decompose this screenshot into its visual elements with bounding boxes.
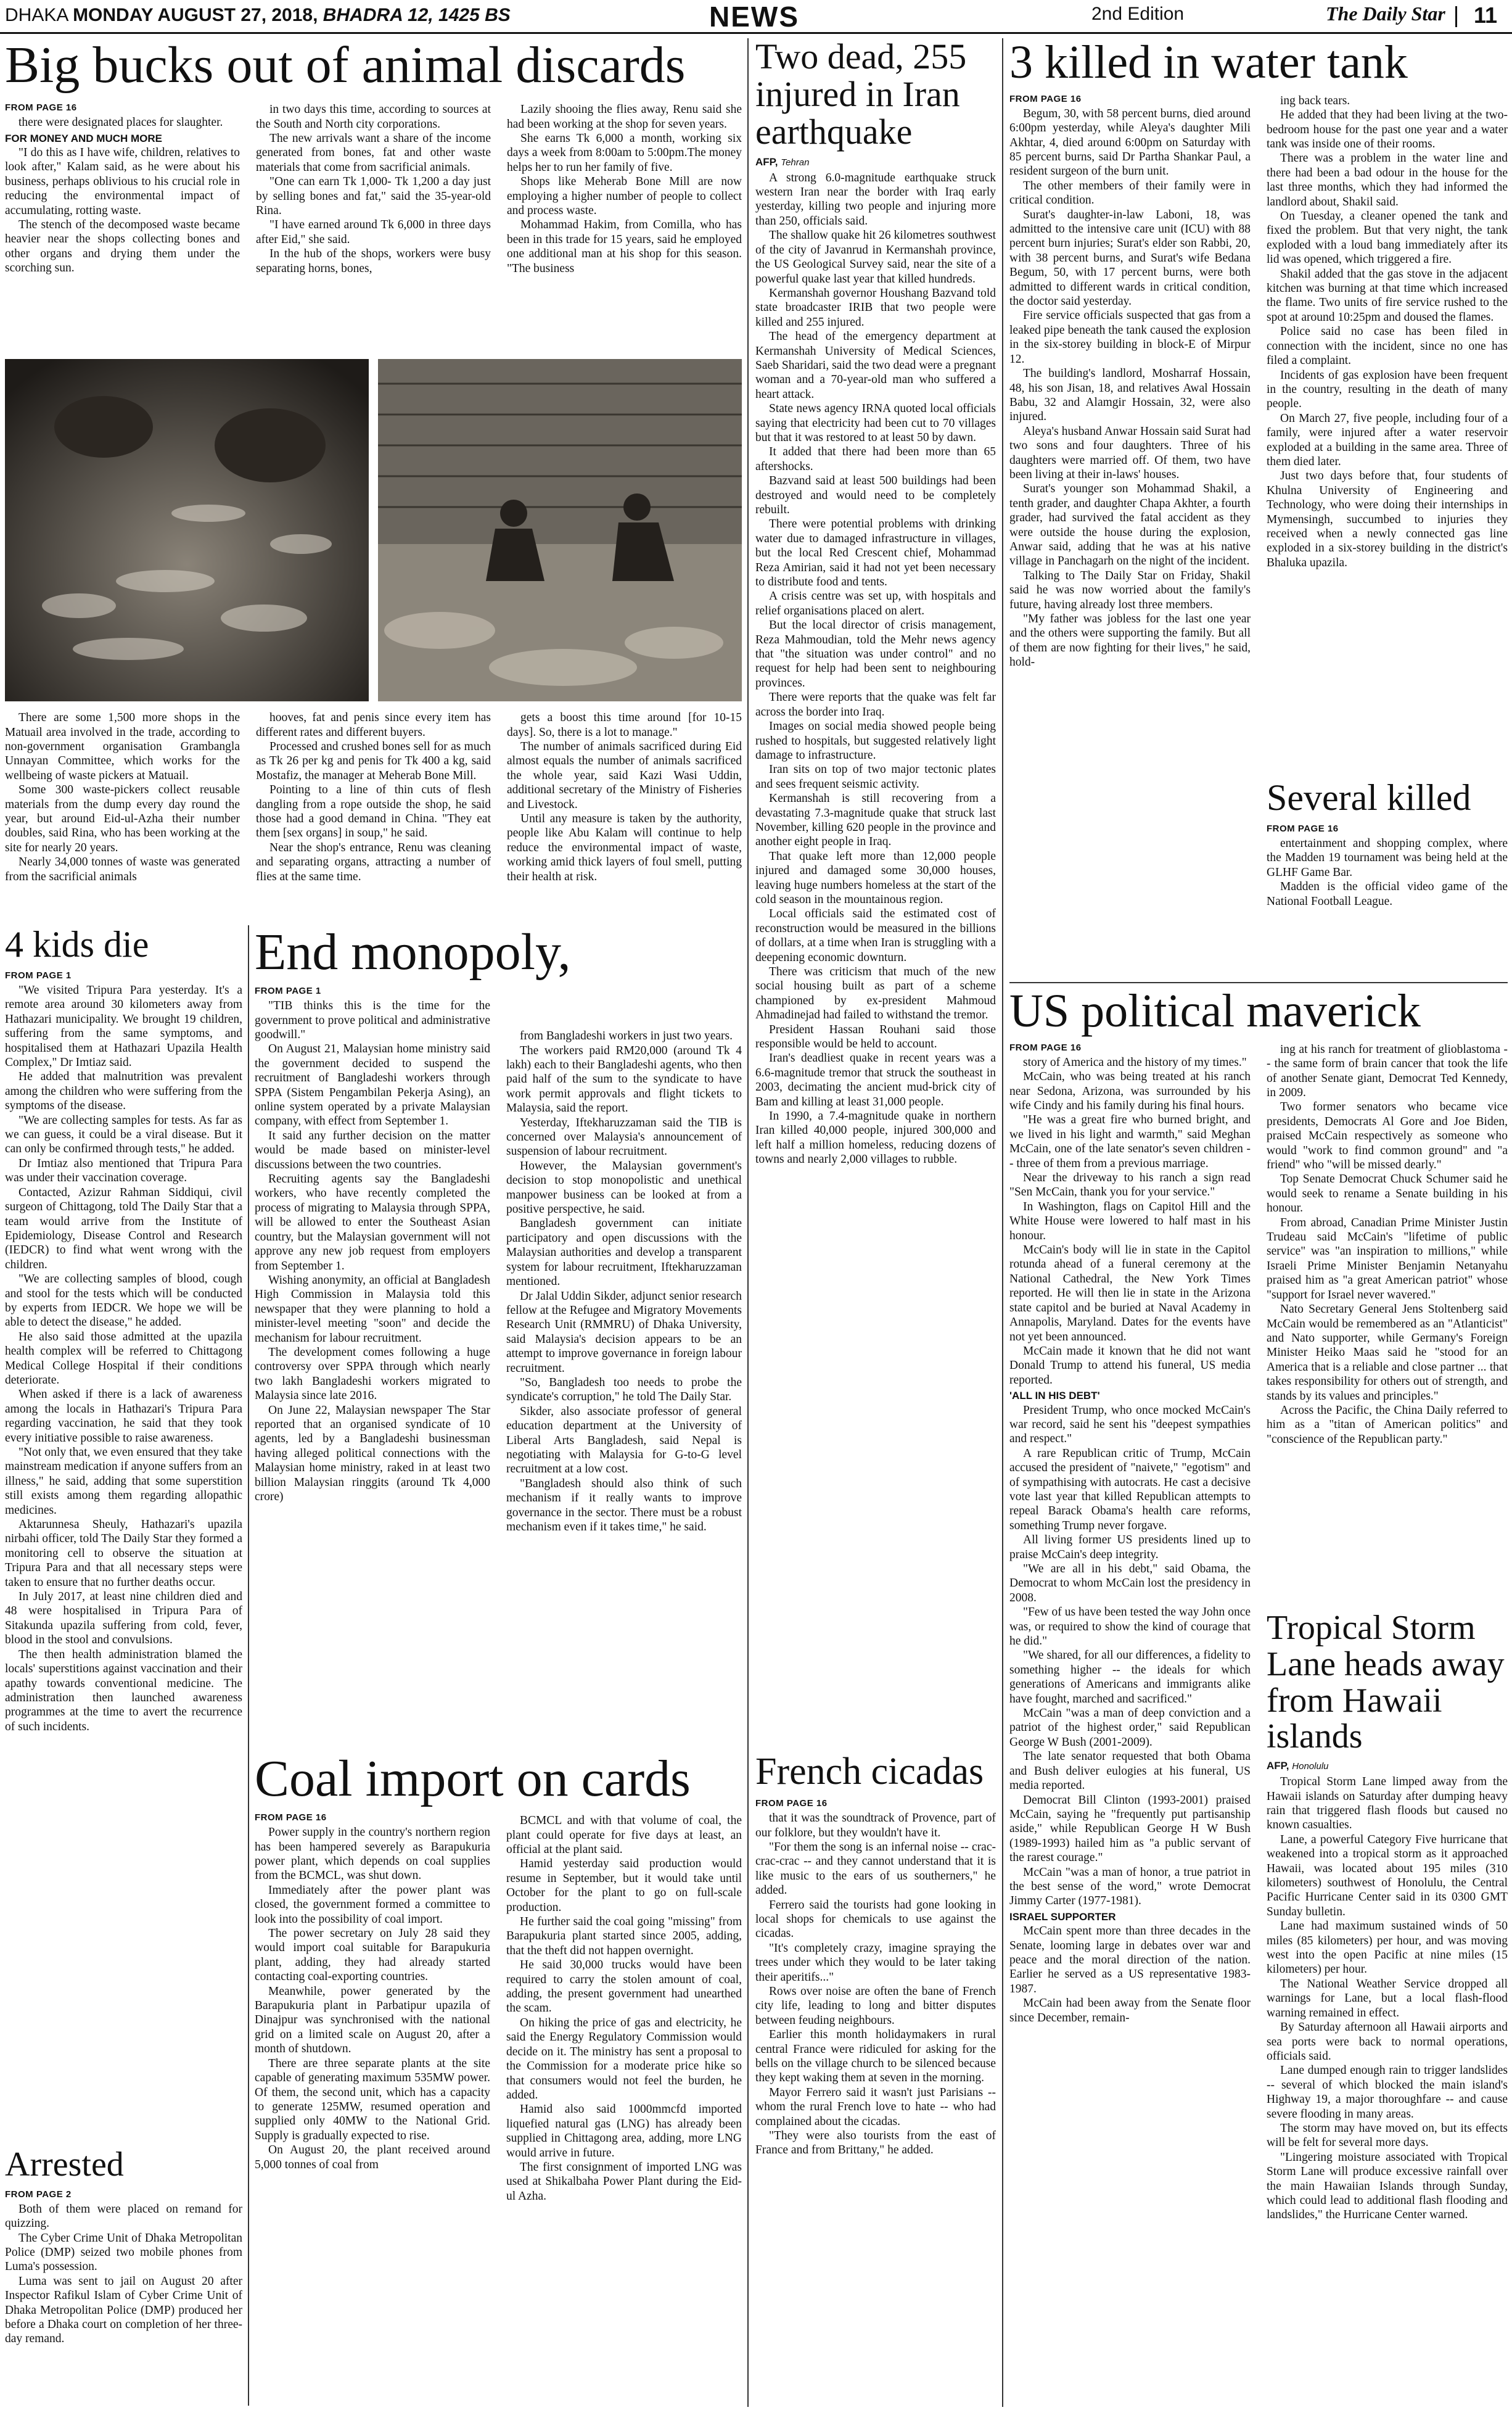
paragraph: Two former senators who became vice presidents, Democrats Al Gore and Joe Biden, praised McCain respectively as someone who would "work to find common ground" and "a friend" who "will be missed dearly." (1267, 1100, 1508, 1172)
article-monopoly (255, 925, 742, 1746)
paragraph: The then health administration blamed the locals' superstitions against vaccination and their apathy towards conventional medicine. The administration then launched awareness programmes at the time to avert the recurrence of such incidents. (5, 1648, 242, 1733)
paragraph: In Washington, flags on Capitol Hill and the White House were lowered to half mast in his honour. (1009, 1200, 1251, 1242)
paragraph: Iran's deadliest quake in recent years was a 6.6-magnitude tremor that struck the southeast in 2003, decimating the ancient mud-brick city of Bam and killing at least 31,000 people. (755, 1052, 996, 1108)
paragraph: On Tuesday, a cleaner opened the tank and fixed the problem. But that very night, the tank exploded with a loud bang immediately after its lid was opened, which triggered a fire. (1267, 210, 1508, 266)
paragraph: "I do this as I have wife, children, relatives to look after," Kalam said, as he were about his business, perhaps oblivious to his crucial role in reducing the environmental impact of accumulating, rotting waste. (5, 146, 240, 217)
paragraph: "We are collecting samples for tests. As far as we can guess, it could be a viral disease. But it can only be confirmed through tests," he added. (5, 1113, 242, 1156)
bones-pile-image (5, 359, 369, 701)
column-rule-1 (747, 38, 749, 2407)
paragraph: The first consignment of imported LNG was used at Shikalbaha Power Plant during the Eid-ul Azha. (506, 2160, 742, 2203)
paragraph: Nearly 34,000 tonnes of waste was generated from the sacrificial animals (5, 856, 240, 883)
paragraph: in two days this time, according to sources at the South and North city corporations. (256, 103, 491, 131)
paragraph: He further said the coal going "missing" from Barapukuria plant started since 2005, adding, that the theft did not happen overnight. (506, 1915, 742, 1957)
from-page-label: FROM PAGE 1 (5, 970, 72, 981)
paragraph: By Saturday afternoon all Hawaii airports and sea ports were back to normal operations, officials said. (1267, 2021, 1508, 2063)
article-french-cicadas (755, 1752, 996, 2407)
workers-sorting-image (378, 359, 742, 701)
paragraph: "My father was jobless for the last one year and the others were supporting the family. But all of them are now fighting for their lives," he said, hold- (1009, 613, 1251, 669)
paragraph: The late senator requested that both Obama and Bush deliver eulogies at his funeral, US media reported. (1009, 1750, 1251, 1793)
masthead-bangla-date: BHADRA 12, 1425 BS (323, 5, 511, 25)
paragraph: He said 30,000 trucks would have been required to carry the stolen amount of coal, adding, the present government had unearthed the scam. (506, 1958, 742, 2015)
photo-workers-sorting (378, 359, 742, 701)
headline-arrested: Arrested (5, 2147, 124, 2184)
from-page-label: FROM PAGE 16 (255, 1812, 327, 1823)
paragraph: ing at his ranch for treatment of glioblastoma -- the same form of brain cancer that took the life of another Senate giant, Democrat Ted Kennedy, in 2009. (1267, 1042, 1508, 1100)
paragraph: Madden is the official video game of the National Football League. (1267, 880, 1508, 908)
paragraph: On March 27, five people, including four of a family, were injured after a water reservoir exploded at a building in the same area. Three of them died later. (1267, 411, 1508, 468)
paragraph: That quake left more than 12,000 people injured and damaged some 30,000 houses, leaving huge numbers homeless at the start of the cold season in the mountainous region. (755, 849, 996, 906)
paragraph: Iran sits on top of two major tectonic plates and sees frequent seismic activity. (755, 763, 996, 791)
paragraph: Surat's younger son Mohammad Shakil, a tenth grader, and daughter Chapa Akhter, a fourth grader, had survived the fatal accident as they were outside the house during the explosion, Anwar said, adding that he was at his native village in Panchagarh on the night of the incident. (1009, 482, 1251, 568)
paragraph: On hiking the price of gas and electricity, he said the Energy Regulatory Commission would decide on it. The ministry has sent a proposal to the Commission for a moderate price hike so that consumers would not feel the burden, he added. (506, 2016, 742, 2102)
paragraph: "Not only that, we even ensured that they take mainstream medication if anyone suffers from an illness," he said, adding that some superstition still exists among them regarding allopathic medicines. (5, 1446, 242, 1517)
paragraph: Pointing to a line of thin cuts of flesh dangling from a rope outside the shop, he said those had a good demand in China. "They eat them [sex organs] in soup," he said. (256, 783, 491, 840)
paragraph: from Bangladeshi workers in just two years. (520, 1030, 733, 1043)
paragraph: Luma was sent to jail on August 20 after Inspector Rafikul Islam of Cyber Crime Unit of Dhaka Metropolitan Police (DMP) produced her before a Dhaka court on completion of her three-day remand. (5, 2274, 242, 2346)
masthead-section: NEWS (709, 1, 799, 33)
paragraph: "It's completely crazy, imagine spraying the trees under which they would to be later taking their aperitifs..." (755, 1941, 996, 1984)
paragraph: Hamid yesterday said production would resume in September, but it would take until October for the plant to go on full-scale production. (506, 1857, 742, 1914)
dateline-storm: AFP, Honolulu (1267, 1760, 1329, 1772)
paragraph: Dr Jalal Uddin Sikder, adjunct senior research fellow at the Refugee and Migratory Movements Research Unit (RMMRU) of Dhaka University, said Malaysia's decision appears to be an attempt to improve governance in foreign labour recruitment. (506, 1289, 742, 1375)
mccain-col-1 (1009, 1036, 1251, 2393)
paragraph: Kermanshah governor Houshang Bazvand told state broadcaster IRIB that two people were killed and 255 injured. (755, 286, 996, 329)
paragraph: Dr Imtiaz also mentioned that Tripura Para was under their vaccination coverage. (5, 1157, 242, 1185)
paragraph: Images on social media showed people being rushed to hospitals, but suggested relatively light damage to infrastructure. (755, 720, 996, 762)
from-page-label: FROM PAGE 16 (1009, 93, 1082, 104)
big-bucks-lower-col-3 (507, 711, 742, 917)
paragraph: "Lingering moisture associated with Tropical Storm Lane will produce excessive rainfall over the main Hawaiian Islands through Sunday, which could lead to additional flash flooding and landslides," the Hurricane Center warned. (1267, 2150, 1508, 2222)
from-page-label: FROM PAGE 16 (1267, 823, 1339, 834)
subheading: ISRAEL SUPPORTER (1009, 1910, 1116, 1923)
paragraph: Lazily shooing the flies away, Renu said she had been working at the shop for seven years. (507, 103, 742, 131)
paragraph: Across the Pacific, the China Daily referred to him as a "titan of American politics" and "conscience of the Republican party." (1267, 1403, 1508, 1446)
paragraph: "Few of us have been tested the way John once was, or required to show the kind of courage that he did." (1009, 1606, 1251, 1648)
paragraph: It added that there had been more than 65 aftershocks. (755, 445, 996, 473)
headline-french-cicadas: French cicadas (755, 1752, 984, 1793)
masthead-edition: 2nd Edition (1091, 4, 1185, 24)
paragraph: Earlier this month holidaymakers in rural central France were ridiculed for asking for the bells on the village church to be silenced because they kept waking them at seven in the morning. (755, 2028, 996, 2085)
paragraph: there were designated places for slaughter. (18, 116, 223, 130)
paragraph: Until any measure is taken by the authority, people like Abu Kalam will continue to help reduce the environmental impact of waste, working amid thick layers of foul smell, putting their health at risk. (507, 812, 742, 883)
big-bucks-col-3 (507, 96, 742, 374)
paragraph: "He was a great fire who burned bright, and we lived in his light and warmth," said Meghan McCain, one of the late senator's seven children -- three of them from a previous marriage. (1009, 1113, 1251, 1170)
paragraph: BCMCL and with that volume of coal, the plant could operate for five days at least, an official at the plant said. (506, 1814, 742, 1856)
paragraph: Yesterday, Iftekharuzzaman said the TIB is concerned over Malaysia's announcement of suspension of labour recruitment. (506, 1116, 742, 1158)
water-tank-col-2 (1267, 88, 1508, 670)
paragraph: On August 20, the plant received around 5,000 tonnes of coal from (255, 2144, 490, 2171)
paragraph: There were reports that the quake was felt far across the border into Iraq. (755, 691, 996, 719)
from-page-label: FROM PAGE 16 (5, 102, 77, 113)
paragraph: Both of them were placed on remand for quizzing. (5, 2202, 242, 2230)
masthead-city: DHAKA (5, 5, 68, 25)
paragraph: A rare Republican critic of Trump, McCain accused the president of "naivete," "egotism" and of sympathising with autocrats. He cast a decisive vote last year that killed Republican attempts to repeal Barack Obama's health care reforms, something Trump never forgave. (1009, 1446, 1251, 1532)
paragraph: Rows over noise are often the bane of French city life, leading to long and bitter disputes between feuding neighbours. (755, 1984, 996, 2027)
dateline-iran: AFP, Tehran (755, 155, 810, 168)
paragraph: There was a problem in the water line and there had been a bad odour in the house for the last three months, which they had informed the landlord about, Shakil said. (1267, 152, 1508, 208)
column-rule-2 (1002, 38, 1003, 2407)
paragraph: The power secretary on July 28 said they would import coal suitable for Barapukuria plant, adding, they had already started contacting coal-exporting countries. (255, 1927, 490, 1984)
paragraph: It said any further decision on the matter would be made based on minister-level discussions between the two countries. (255, 1129, 490, 1171)
article-tropical-storm (1267, 1610, 1508, 2407)
paragraph: "We are all in his debt," said Obama, the Democrat to whom McCain lost the presidency in 2008. (1009, 1562, 1251, 1604)
paragraph: But the local director of crisis management, Reza Mahmoudian, told the Mehr news agency that "the situation was under control" and no request for help had been sent to neighbouring provinces. (755, 619, 996, 690)
paragraph: Top Senate Democrat Chuck Schumer said he would seek to rename a Senate building in his honour. (1267, 1173, 1508, 1215)
paragraph: In July 2017, at least nine children died and 48 were hospitalised in Tripura Para of Sitakunda upazila suffering from cold, fever, blood in the stool and convulsions. (5, 1590, 242, 1647)
paragraph: Local officials said the estimated cost of reconstruction would be measured in the billions of dollars, at a time when Iran is struggling with a deepening economic downturn. (755, 907, 996, 964)
paragraph: Immediately after the power plant was closed, the government formed a committee to look into the possibility of coal import. (255, 1883, 490, 1926)
paragraph: President Hassan Rouhani said those responsible would be held to account. (755, 1023, 996, 1051)
paragraph: The number of animals sacrificed during Eid almost equals the number of animals sacrificed the whole year, said Kazi Wasi Uddin, additional secretary of the Ministry of Fisheries and Livestock. (507, 740, 742, 811)
paragraph: Bangladesh government can initiate participatory and open discussions with the Malaysian authorities and develop a transparent system for labour recruitment, Iftekharuzzaman mentioned. (506, 1217, 742, 1289)
paragraph: A strong 6.0-magnitude earthquake struck western Iran near the border with Iraq early yesterday, killing two people and injuring more than 250, officials said. (755, 171, 996, 228)
article-iran-quake (755, 38, 996, 1741)
paragraph: hooves, fat and penis since every item has different rates and different buyers. (256, 711, 491, 739)
paragraph: On June 22, Malaysian newspaper The Star reported that an organised syndicate of 10 agents, led by a Bangladeshi businessman having alleged political connections with the Malaysian home ministry, raked in at least two billion Malaysian ringgits (around Tk 4,000 crore) (255, 1403, 490, 1503)
paragraph: Incidents of gas explosion have been frequent in the country, resulting in the death of many people. (1267, 368, 1508, 411)
paragraph: The workers paid RM20,000 (around Tk 4 lakh) each to their Bangladeshi agents, who then paid half of the sum to the syndicate to have work permit approvals and flight tickets to Malaysia, said the report. (506, 1044, 742, 1115)
headline-water-tank: 3 killed in water tank (1009, 38, 1408, 88)
paragraph: The National Weather Service dropped all warnings for Lane, but a local flash-flood warning remained in effect. (1267, 1977, 1508, 2020)
masthead-dateline (5, 5, 511, 26)
paragraph: Aktarunnesa Sheuly, Hathazari's upazila nirbahi officer, told The Daily Star they formed a monitoring cell to observe the situation at Tripura Para and that all necessary steps were taken to ensure that no further deaths occur. (5, 1518, 242, 1589)
paragraph: Contacted, Azizur Rahman Siddiqui, civil surgeon of Chittagong, told The Daily Star that a team would arrive from the Institute of Epidemiology, Disease Control and Research (IEDCR) to find what went wrong with the children. (5, 1186, 242, 1271)
masthead-logo: The Daily Star (1326, 2, 1445, 25)
big-bucks-col-1 (5, 96, 240, 374)
paragraph: McCain made it known that he did not want Donald Trump to attend his funeral, US media reported. (1009, 1344, 1251, 1387)
paragraph: From abroad, Canadian Prime Minister Justin Trudeau said McCain's "lifetime of public service" was "an inspiration to millions," while Israeli Prime Minister Benjamin Netanyahu praised him as "a great American patriot" whose "support for Israel never wavered." (1267, 1216, 1508, 1302)
paragraph: All living former US presidents lined up to praise McCain's deep integrity. (1009, 1533, 1251, 1561)
paragraph: "We shared, for all our differences, a fidelity to something higher -- the ideals for which generations of Americans and immigrants alike have fought, marched and sacrificed." (1009, 1649, 1251, 1706)
paragraph: entertainment and shopping complex, where the Madden 19 tournament was being held at the GLHF Game Bar. (1267, 837, 1508, 879)
paragraph: The head of the emergency department at Kermanshah University of Medical Sciences, Saeb Sharidari, said the two dead were a pregnant woman and a 70-year-old man who suffered a heart attack. (755, 330, 996, 401)
paragraph: Bazvand said at least 500 buildings had been destroyed and would need to be completely rebuilt. (755, 474, 996, 517)
water-tank-col-1 (1009, 88, 1251, 670)
paragraph: The building's landlord, Mosharraf Hossain, 48, his son Jisan, 18, and relatives Awal Hossain Babu, 32 and Alamgir Hossain, 32, were also injured. (1009, 367, 1251, 424)
paragraph: McCain had been away from the Senate floor since December, remain- (1009, 1997, 1251, 2024)
paragraph: In the hub of the shops, workers were busy separating horns, bones, (256, 247, 491, 275)
paragraph: However, the Malaysian government's decision to stop monopolistic and unethical manpower business can be looked at from a positive perspective, he said. (506, 1159, 742, 1216)
paragraph: President Trump, who once mocked McCain's war record, said he sent his "deepest sympathies and respect." (1009, 1403, 1251, 1446)
paragraph: "Bangladesh should also think of such mechanism if it really wants to improve governance in the sector. There must be a robust mechanism even if it takes time," he said. (506, 1477, 742, 1533)
paragraph: Fire service officials suspected that gas from a leaked pipe beneath the tank caused the explosion in the six-storey building in block-E of Mirpur 12. (1009, 309, 1251, 366)
big-bucks-lower-col-1 (5, 711, 240, 917)
paragraph: "They were also tourists from the east of France and from Brittany," he added. (755, 2129, 996, 2157)
column-rule-3 (248, 925, 249, 2406)
paragraph: Just two days before that, four students of Khulna University of Engineering and Technology, who were doing their internships in Mymensingh, succumbed to injuries they received when a newly connected gas line exploded in a six-storey building in the district's Bhaluka upazila. (1267, 469, 1508, 569)
paragraph: Begum, 30, with 58 percent burns, died around 6:00pm yesterday, while Aleya's daughter Mili Akhtar, 4, died around 6:00pm on Saturday with 85 percent burns, said Dr Partha Shankar Paul, a resident surgeon of the burn unit. (1009, 107, 1251, 178)
article-four-kids (5, 925, 242, 2144)
paragraph: Hamid also said 1000mmcfd imported liquefied natural gas (LNG) has already been supplied in Chittagong area, adding, more LNG would arrive in future. (506, 2103, 742, 2160)
paragraph: Meanwhile, power generated by the Barapukuria plant in Parbatipur upazila of Dinajpur was synchronised with the national grid on a limited scale on August 20, after a month of shutdown. (255, 1984, 490, 2056)
paragraph: ing back tears. (1280, 94, 1350, 107)
paragraph: State news agency IRNA quoted local officials saying that electricity had been cut to 70 villages but that it was restored to at least 50 by dawn. (755, 402, 996, 444)
article-arrested (5, 2147, 242, 2406)
paragraph: Shakil added that the gas stove in the adjacent kitchen was burning at that time which increased the flame. Two units of fire service rushed to the spot at around 10:25pm and doused the flames. (1267, 267, 1508, 324)
paragraph: There are some 1,500 more shops in the Matuail area involved in the trade, according to non-government organisation Grambangla Unnayan Committee, which works for the wellbeing of waste pickers at Matuail. (5, 711, 240, 782)
paragraph: McCain's body will lie in state in the Capitol rotunda ahead of a funeral ceremony at the National Cathedral, the New York Times reported. He will then lie in state in the Arizona state capitol and be buried at Naval Academy in Annapolis, Maryland. Dates for the events have not yet been announced. (1009, 1244, 1251, 1343)
paragraph: "TIB thinks this is the time for the government to prove political and administrative goodwill." (255, 999, 490, 1041)
masthead-date: MONDAY AUGUST 27, 2018, (73, 5, 318, 25)
masthead-divider (1455, 6, 1457, 27)
paragraph: Recruiting agents say the Bangladeshi workers, who have recently completed the process of migrating to Malaysia through SPPA, will be allowed to enter the Southeast Asian country, but the Malaysian government will not approve any new job request from employers from September 1. (255, 1173, 490, 1273)
iran-body (755, 171, 996, 1167)
paragraph: Power supply in the country's northern region has been hampered severely as Barapukuria power plant, which depends on coal supplies from the BCMCL, was shut down. (255, 1826, 490, 1883)
headline-mccain: US political maverick (1009, 987, 1421, 1037)
paragraph: gets a boost this time around [for 10-15 days]. So, there is a lot to manage." (507, 711, 742, 739)
headline-iran-quake: Two dead, 255 injured in Iran earthquake (755, 38, 967, 152)
headline-several-killed: Several killed (1267, 778, 1471, 818)
subheading: FOR MONEY AND MUCH MORE (5, 132, 162, 144)
paragraph: He added that malnutrition was prevalent among the children who were suffering from the symptoms of the disease. (5, 1070, 242, 1113)
paragraph: "For them the song is an infernal noise -- crac-crac-crac -- and they cannot understand that it is like music to the ears of us southerners," he added. (755, 1840, 996, 1897)
paragraph: Some 300 waste-pickers collect reusable materials from the dump every day round the year, but around Eid-ul-Azha their number doubles, said Rina, who has been working at the site for nearly 20 years. (5, 783, 240, 854)
paragraph: On August 21, Malaysian home ministry said the government decided to suspend the recruitment of Bangladeshi workers through SPPA (Sistem Pengambilan Pekerja Asing), an online system operated by a private Malaysian company, with effect from September 1. (255, 1042, 490, 1128)
paragraph: Shops like Meherab Bone Mill are now employing a higher number of people to collect and process waste. (507, 175, 742, 218)
from-page-label: FROM PAGE 1 (255, 986, 321, 997)
paragraph: Democrat Bill Clinton (1993-2001) praised McCain, saying he "frequently put partisanship aside," while Republican George H W Bush (1989-1993) hailed him as "a public servant of the rarest courage." (1009, 1793, 1251, 1865)
paragraph: Police said no case has been filed in connection with the incident, since no one has filed a complaint. (1267, 325, 1508, 368)
paragraph: The shallow quake hit 26 kilometres southwest of the city of Javanrud in Kermanshah province, the US Geological Survey said, near the site of a powerful quake last year that killed hundreds. (755, 229, 996, 286)
paragraph: The new arrivals want a share of the income generated from bones, fat and other waste materials that come from sacrificial animals. (256, 132, 491, 174)
paragraph: Kermanshah is still recovering from a devastating 7.3-magnitude quake that struck last November, killing 620 people in the province and another eight people in Iraq. (755, 792, 996, 849)
paragraph: A crisis centre was set up, with hospitals and relief organisations placed on alert. (755, 590, 996, 617)
paragraph: There was criticism that much of the new social housing built as part of a scheme championed by ex-president Mahmoud Ahmadinejad had failed to withstand the tremor. (755, 965, 996, 1022)
paragraph: Lane dumped enough rain to trigger landslides -- several of which blocked the main island's Highway 19, a major thoroughfare -- and cause severe flooding in many areas. (1267, 2064, 1508, 2121)
article-several-killed (1267, 778, 1508, 976)
page-masthead (0, 0, 1512, 34)
monopoly-col-2 (506, 980, 742, 1534)
paragraph: "We visited Tripura Para yesterday. It's a remote area around 30 kilometers away from Hathazari municipality. We brought 19 children, suffering from the same symptoms, and hospitalised them at Hathazari Upazila Health Complex," Dr Imtiaz said. (5, 984, 242, 1070)
headline-monopoly: End monopoly, (255, 925, 571, 981)
big-bucks-col-2 (256, 96, 491, 374)
paragraph: There are three separate plants at the site capable of generating maximum 535MW power. Of them, the second unit, which has a capacity to generate 125MW, resumed operation and supplied only 40MW to the National Grid. Supply is gradually expected to rise. (255, 2057, 490, 2142)
paragraph: "So, Bangladesh too needs to probe the syndicate's corruption," he told The Daily Star. (506, 1376, 742, 1404)
paragraph: McCain spent more than three decades in the Senate, looming large in debates over war and peace and the moral direction of the nation. Earlier he served as a US representative 1983-1987. (1009, 1925, 1251, 1995)
paragraph: story of America and the history of my times." (1023, 1055, 1247, 1069)
paragraph: McCain "was a man of deep conviction and a patriot of the highest order," said Republican George W Bush (2001-2009). (1009, 1707, 1251, 1749)
paragraph: The storm may have moved on, but its effects will be felt for several more days. (1267, 2121, 1508, 2150)
paragraph: Mohammad Hakim, from Comilla, who has been in this trade for 15 years, said he employed one additional man at his shop for this season. "The business (507, 218, 742, 275)
paragraph: The stench of the decomposed waste became heavier near the shops collecting bones and other organs and drying them under the scorching sun. (5, 218, 240, 275)
paragraph: Tropical Storm Lane limped away from the Hawaii islands on Saturday after dumping heavy rain that triggered flash floods but caused no known casualties. (1267, 1775, 1508, 1832)
paragraph: Near the shop's entrance, Renu was cleaning and separating organs, attracting a number of flies at the same time. (256, 841, 491, 883)
paragraph: Aleya's husband Anwar Hossain said Surat had two sons and four daughters. Three of his daughters were married off. Of them, two have been living at their in-laws' houses. (1009, 424, 1251, 481)
masthead-page-number: 11 (1474, 2, 1498, 28)
paragraph: The Cyber Crime Unit of Dhaka Metropolitan Police (DMP) seized two mobile phones from Luma's possession. (5, 2231, 242, 2274)
monopoly-col-1 (255, 980, 490, 1534)
subheading: 'ALL IN HIS DEBT' (1009, 1390, 1100, 1402)
from-page-label: FROM PAGE 16 (1009, 1042, 1082, 1053)
paragraph: Sikder, also associate professor of general education department at the University of Liberal Arts Bangladesh, said Nepal is negotiating with Malaysia for G-to-G level recruitment at a low cost. (506, 1405, 742, 1476)
paragraph: Ferrero said the tourists had gone looking in local shops for chemicals to use against the cicadas. (755, 1898, 996, 1941)
paragraph: Lane, a powerful Category Five hurricane that weakened into a tropical storm as it approached Hawaii, was located about 195 miles (310 kilometers) southwest of Honolulu, the Central Pacific Hurricane Center said in its 0300 GMT Sunday bulletin. (1267, 1833, 1508, 1918)
storm-body (1267, 1775, 1508, 2222)
paragraph: "I have earned around Tk 6,000 in three days after Eid," she said. (256, 218, 491, 246)
paragraph: "We are collecting samples of blood, cough and stool for the tests which will be conducted by experts from IEDCR. We hope we will be able to detect the disease," he added. (5, 1273, 242, 1329)
paragraph: He also said those admitted at the upazila health complex will be referred to Chittagong Medical College Hospital if their conditions deteriorate. (5, 1330, 242, 1387)
paragraph: Talking to The Daily Star on Friday, Shakil said he was now worried about the family's future, having already lost three members. (1009, 569, 1251, 611)
paragraph: McCain, who was being treated at his ranch near Sedona, Arizona, was surrounded by his wife Cindy and his family during his final hours. (1009, 1070, 1251, 1113)
paragraph: Wishing anonymity, an official at Bangladesh High Commission in Malaysia told this newspaper that they were planning to hold a minister-level meeting "soon" and decide the mechanism for labour recruitment. (255, 1273, 490, 1345)
headline-coal: Coal import on cards (255, 1752, 691, 1807)
paragraph: In 1990, a 7.4-magnitude quake in northern Iran killed 40,000 people, injured 300,000 and left half a million homeless, reducing dozens of towns and nearly 2,000 villages to rubble. (755, 1110, 996, 1166)
paragraph: that it was the soundtrack of Provence, part of our folklore, but they wouldn't have it. (755, 1812, 996, 1839)
paragraph: Mayor Ferrero said it wasn't just Parisians -- whom the rural French love to hate -- who had complained about the cicadas. (755, 2086, 996, 2128)
from-page-label: FROM PAGE 2 (5, 2189, 72, 2200)
photo-bones-pile (5, 359, 369, 701)
headline-four-kids: 4 kids die (5, 925, 149, 965)
headline-tropical-storm: Tropical Storm Lane heads away from Hawaii islands (1267, 1610, 1505, 1756)
article-coal (255, 1752, 742, 2407)
coal-col-1 (255, 1806, 490, 2203)
section-rule-right (1009, 982, 1508, 983)
headline-big-bucks: Big bucks out of animal discards (5, 38, 686, 94)
paragraph: He added that they had been living at the two-bedroom house for the past one year and a water tank was inside one of their rooms. (1267, 109, 1508, 151)
paragraph: McCain "was a man of honor, a true patriot in the best sense of the word," wrote Democrat Jimmy Carter (1977-1981). (1009, 1865, 1251, 1908)
paragraph: When asked if there is a lack of awareness among the locals in Hathazari's Tripura Para regarding vaccination, he said that they took every initiative possible to raise awareness. (5, 1388, 242, 1445)
paragraph: There were potential problems with drinking water due to damaged infrastructure in villages, but the local Red Crescent chief, Mohammad Reza Amirian, said it had not yet been necessary to distribute food and tents. (755, 518, 996, 589)
paragraph: The development comes following a huge controversy over SPPA through which nearly two lakh Bangladeshi workers migrated to Malaysia since late 2016. (255, 1345, 490, 1403)
paragraph: Near the driveway to his ranch a sign read "Sen McCain, thank you for your service." (1009, 1171, 1251, 1199)
paragraph: Nato Secretary General Jens Stoltenberg said McCain would be remembered as an "Atlanticist" and Nato supporter, while Germany's Foreign Minister Heiko Maas said he "stood for an America that is a reliable and close partner ... that takes responsibility for others out of strength, and stands by its values and principles." (1267, 1303, 1508, 1403)
paragraph: Surat's daughter-in-law Laboni, 18, was admitted to the intensive care unit (ICU) with 88 percent burn injuries; Surat's elder son Rabbi, 20, with 38 percent burns, and Surat's wife Bedana Begum, 50, with 17 percent burns, were both admitted to different wards in critical condition, the doctor said yesterday. (1009, 208, 1251, 308)
paragraph: Lane had maximum sustained winds of 50 miles (85 kilometers) per hour, and was moving west into the open Pacific at nine miles (15 kilometers) per hour. (1267, 1920, 1508, 1976)
coal-col-2 (506, 1806, 742, 2203)
paragraph: The other members of their family were in critical condition. (1009, 179, 1251, 207)
from-page-label: FROM PAGE 16 (755, 1798, 828, 1809)
paragraph: She earns Tk 6,000 a month, working six days a week from 8:00am to 5:00pm.The money helps her to run her family of five. (507, 132, 742, 174)
paragraph: "One can earn Tk 1,000- Tk 1,200 a day just by selling bones and fat," said the 35-year-old Rina. (256, 175, 491, 218)
paragraph: Processed and crushed bones sell for as much as Tk 26 per kg and penis for Tk 400 a kg, said Mostafiz, the manager at Meherab Bone Mill. (256, 740, 491, 782)
big-bucks-lower-col-2 (256, 711, 491, 917)
